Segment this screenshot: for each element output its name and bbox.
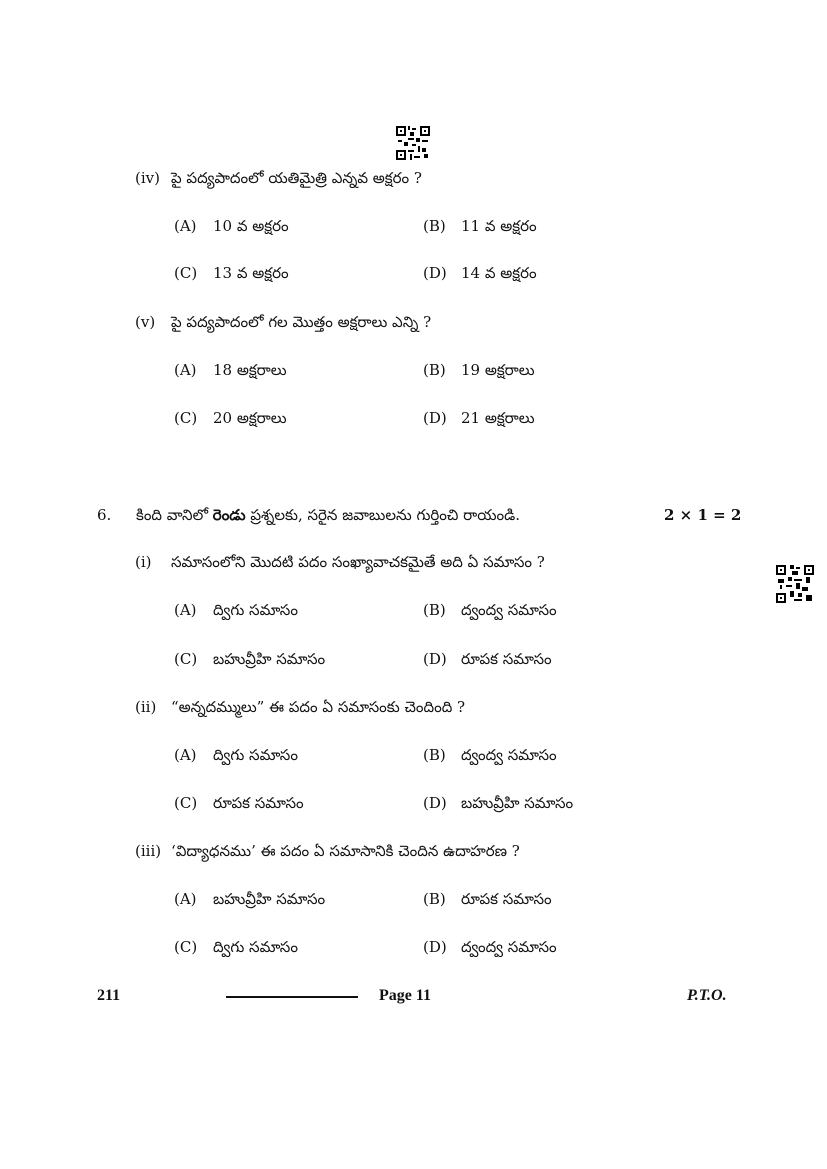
option-label: (B) bbox=[423, 601, 446, 619]
option-label: (B) bbox=[423, 890, 446, 908]
option-text: బహువ్రీహి సమాసం bbox=[213, 650, 326, 668]
subquestion-text: “అన్నదమ్ములు” ఈ పదం ఏ సమాసంకు చెందింది ? bbox=[171, 698, 466, 716]
instruction-emphasis: రెండు bbox=[212, 506, 246, 524]
option-label: (C) bbox=[174, 938, 198, 956]
pto-label: P.T.O. bbox=[687, 987, 727, 1004]
option-label: (D) bbox=[423, 650, 447, 668]
option-label: (A) bbox=[174, 601, 197, 619]
option-text: ద్వంద్వ సమాసం bbox=[461, 601, 557, 619]
subquestion-number: (iv) bbox=[135, 169, 160, 187]
option-text: బహువ్రీహి సమాసం bbox=[461, 794, 574, 812]
option-label: (D) bbox=[423, 938, 447, 956]
option-text: బహువ్రీహి సమాసం bbox=[213, 890, 326, 908]
qr-code-side bbox=[776, 565, 814, 603]
option-label: (A) bbox=[174, 361, 197, 379]
option-label: (C) bbox=[174, 650, 198, 668]
subquestion-number: (iii) bbox=[135, 842, 162, 860]
option-label: (B) bbox=[423, 746, 446, 764]
option-text: 13 వ అక్షరం bbox=[213, 264, 289, 282]
option-label: (C) bbox=[174, 794, 198, 812]
option-text: 18 అక్షరాలు bbox=[213, 361, 287, 379]
page-number: Page 11 bbox=[379, 987, 431, 1004]
subquestion-text: సమాసంలోని మొదటి పదం సంఖ్యావాచకమైతే అది ఏ సమాసం ? bbox=[171, 553, 545, 571]
subquestion-text: ‘విద్యాధనము’ ఈ పదం ఏ సమాసానికి చెందిన ఉదాహరణ ? bbox=[171, 842, 520, 860]
option-label: (D) bbox=[423, 794, 447, 812]
question-number: 6. bbox=[97, 506, 112, 524]
footer-rule bbox=[226, 996, 358, 998]
option-text: 21 అక్షరాలు bbox=[461, 409, 535, 427]
option-label: (B) bbox=[423, 217, 446, 235]
option-text: ద్విగు సమాసం bbox=[213, 601, 298, 619]
option-label: (C) bbox=[174, 409, 198, 427]
option-label: (A) bbox=[174, 217, 197, 235]
option-text: 20 అక్షరాలు bbox=[213, 409, 287, 427]
subquestion-text: పై పద్యపాదంలో యతిమైత్రి ఎన్నవ అక్షరం ? bbox=[171, 169, 422, 187]
question-instruction bbox=[136, 506, 520, 528]
option-text: ద్విగు సమాసం bbox=[213, 938, 298, 956]
qr-code-top bbox=[396, 126, 430, 160]
option-label: (D) bbox=[423, 264, 447, 282]
option-label: (C) bbox=[174, 264, 198, 282]
option-text: ద్విగు సమాసం bbox=[213, 746, 298, 764]
option-text: రూపక సమాసం bbox=[461, 650, 552, 668]
paper-code: 211 bbox=[97, 987, 121, 1004]
option-text: ద్వంద్వ సమాసం bbox=[461, 938, 557, 956]
option-text: 19 అక్షరాలు bbox=[461, 361, 535, 379]
option-text: రూపక సమాసం bbox=[213, 794, 304, 812]
subquestion-number: (v) bbox=[135, 313, 156, 331]
option-text: రూపక సమాసం bbox=[461, 890, 552, 908]
option-label: (A) bbox=[174, 890, 197, 908]
option-label: (B) bbox=[423, 361, 446, 379]
instruction-post: ప్రశ్నలకు, సరైన జవాబులను గుర్తించి రాయండి. bbox=[245, 506, 520, 524]
question-marks: 2 × 1 = 2 bbox=[664, 506, 742, 524]
subquestion-text: పై పద్యపాదంలో గల మొత్తం అక్షరాలు ఎన్ని ? bbox=[171, 313, 432, 331]
subquestion-number: (i) bbox=[135, 553, 152, 571]
option-label: (A) bbox=[174, 746, 197, 764]
option-text: 14 వ అక్షరం bbox=[461, 264, 537, 282]
instruction-pre: కింది వానిలో bbox=[136, 506, 213, 524]
option-text: ద్వంద్వ సమాసం bbox=[461, 746, 557, 764]
option-text: 10 వ అక్షరం bbox=[213, 217, 289, 235]
option-label: (D) bbox=[423, 409, 447, 427]
option-text: 11 వ అక్షరం bbox=[461, 217, 537, 235]
subquestion-number: (ii) bbox=[135, 698, 157, 716]
